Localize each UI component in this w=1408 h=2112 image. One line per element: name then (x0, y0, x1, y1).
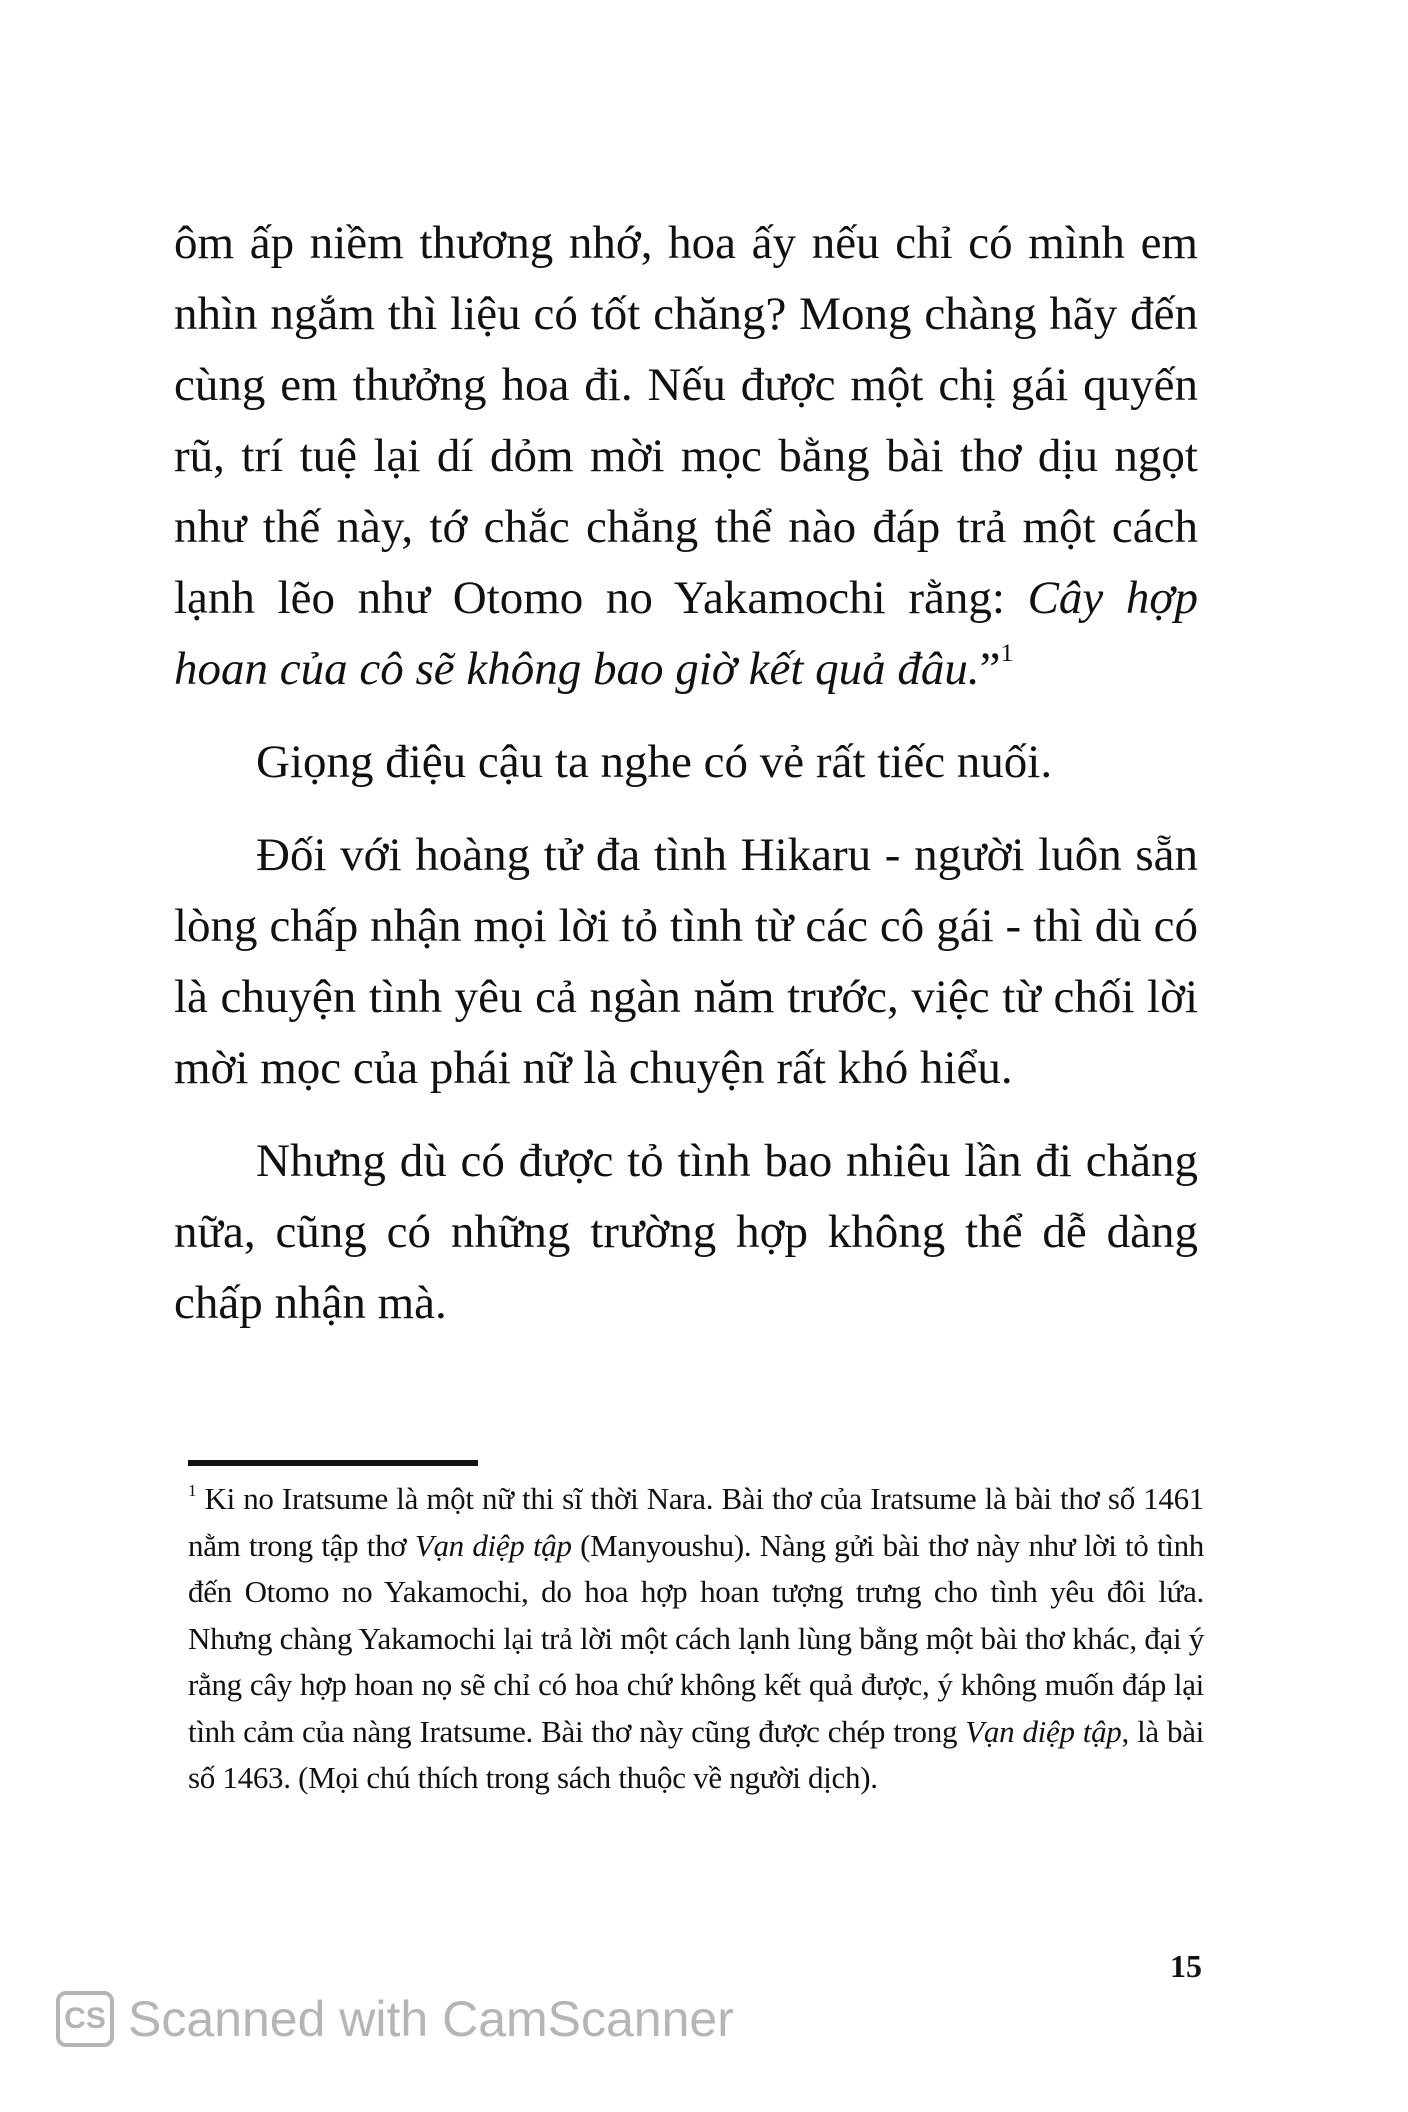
paragraph: Đối với hoàng tử đa tình Hikaru - người luôn sẵn lòng chấp nhận mọi lời tỏ tình từ các cô gái - thì dù có là chuyện tình yêu cả ngàn năm trước, việc từ chối lời mời mọc của phái nữ là chuyện rất khó hiểu. (174, 829, 1198, 1094)
close-quote: ” (979, 643, 1001, 695)
footnote (188, 1476, 1204, 1802)
footnote-italic: Vạn diệp tập (414, 1527, 572, 1563)
footnote-italic: Vạn diệp tập (965, 1713, 1122, 1749)
footnote-text: , là bài số 1463. (Mọi chú thích trong sách thuộc về người dịch). (188, 1713, 1204, 1795)
body-text (174, 208, 1198, 1339)
paragraph-text: ôm ấp niềm thương nhớ, hoa ấy nếu chỉ có mình em nhìn ngắm thì liệu có tốt chăng? Mong chàng hãy đến cùng em thưởng hoa đi. Nếu được một chị gái quyến rũ, trí tuệ lại dí dỏm mời mọc bằng bài thơ dịu ngọt như thế này, tớ chắc chẳng thể nào đáp trả một cách lạnh lẽo như Otomo no Yakamochi rằng: (174, 217, 1198, 624)
camscanner-logo-icon: CS (56, 1991, 114, 2047)
paragraph (174, 208, 1198, 705)
watermark (56, 1990, 734, 2048)
paragraph: Nhưng dù có được tỏ tình bao nhiêu lần đi chăng nữa, cũng có những trường hợp không thể dễ dàng chấp nhận mà. (174, 1135, 1198, 1329)
paragraph: Giọng điệu cậu ta nghe có vẻ rất tiếc nuối. (256, 736, 1053, 788)
watermark-text: Scanned with CamScanner (128, 1991, 734, 2047)
footnote-divider (188, 1460, 478, 1466)
footnote-ref: 1 (1000, 638, 1014, 667)
footnote-text: Ki no Iratsume là một nữ thi sĩ thời Nara. Bài thơ của Iratsume là bài thơ số 1461 nằm trong tập thơ (188, 1481, 1204, 1563)
footnote-number: 1 (188, 1481, 197, 1500)
page-number: 15 (1170, 1948, 1202, 1984)
quote-italic: Cây hợp hoan của cô sẽ không bao giờ kết quả đâu. (174, 572, 1199, 695)
footnote-text: (Manyoushu). Nàng gửi bài thơ này như lời tỏ tình đến Otomo no Yakamochi, do hoa hợp hoan tượng trưng cho tình yêu đôi lứa. Nhưng chàng Yakamochi lại trả lời một cách lạnh lùng bằng một bài thơ khác, đại ý rằng cây hợp hoan nọ sẽ chỉ có hoa chứ không kết quả được, ý không muốn đáp lại tình cảm của nàng Iratsume. Bài thơ này cũng được chép trong (188, 1527, 1204, 1749)
